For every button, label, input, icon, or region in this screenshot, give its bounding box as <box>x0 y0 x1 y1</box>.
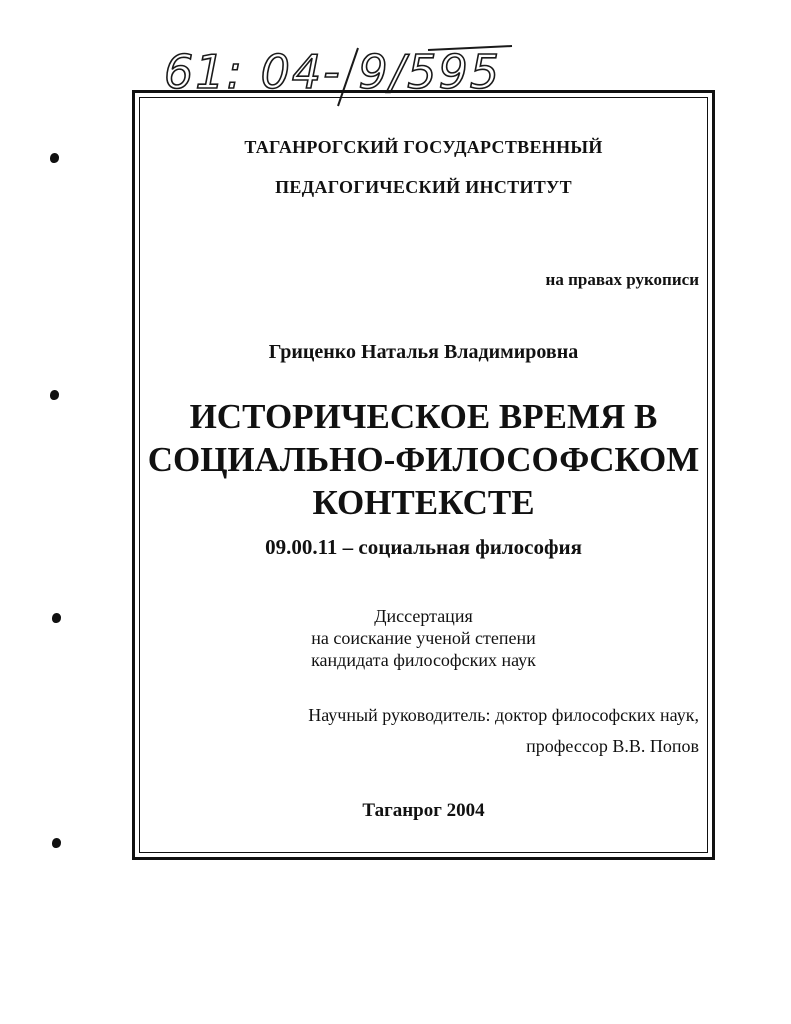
institution-line-1: ТАГАНРОГСКИЙ ГОСУДАРСТВЕННЫЙ <box>244 137 603 157</box>
dissertation-title-line-2: СОЦИАЛЬНО-ФИЛОСОФСКОМ <box>147 440 700 479</box>
punch-hole-2 <box>50 390 59 400</box>
supervisor-line-1: Научный руководитель: доктор философских наук, <box>308 705 699 725</box>
author-name: Гриценко Наталья Владимировна <box>268 341 579 363</box>
specialty-code: 09.00.11 – социальная философия <box>265 535 582 559</box>
dissertation-title-line-3: КОНТЕКСТЕ <box>312 483 535 522</box>
city-year: Таганрог 2004 <box>362 800 485 821</box>
degree-line-1: Диссертация <box>374 606 473 626</box>
punch-hole-4 <box>52 838 61 848</box>
dissertation-title-line-1: ИСТОРИЧЕСКОЕ ВРЕМЯ В <box>189 397 658 436</box>
supervisor-line-2: профессор В.В. Попов <box>526 736 699 756</box>
degree-line-2: на соискание ученой степени <box>311 628 536 648</box>
punch-hole-3 <box>52 613 61 623</box>
manuscript-note: на правах рукописи <box>545 270 699 289</box>
institution-line-2: ПЕДАГОГИЧЕСКИЙ ИНСТИТУТ <box>275 177 572 197</box>
punch-hole-1 <box>50 153 59 163</box>
archive-number-text: 61: 04- 9/595 <box>164 45 501 99</box>
degree-line-3: кандидата философских наук <box>311 650 536 670</box>
